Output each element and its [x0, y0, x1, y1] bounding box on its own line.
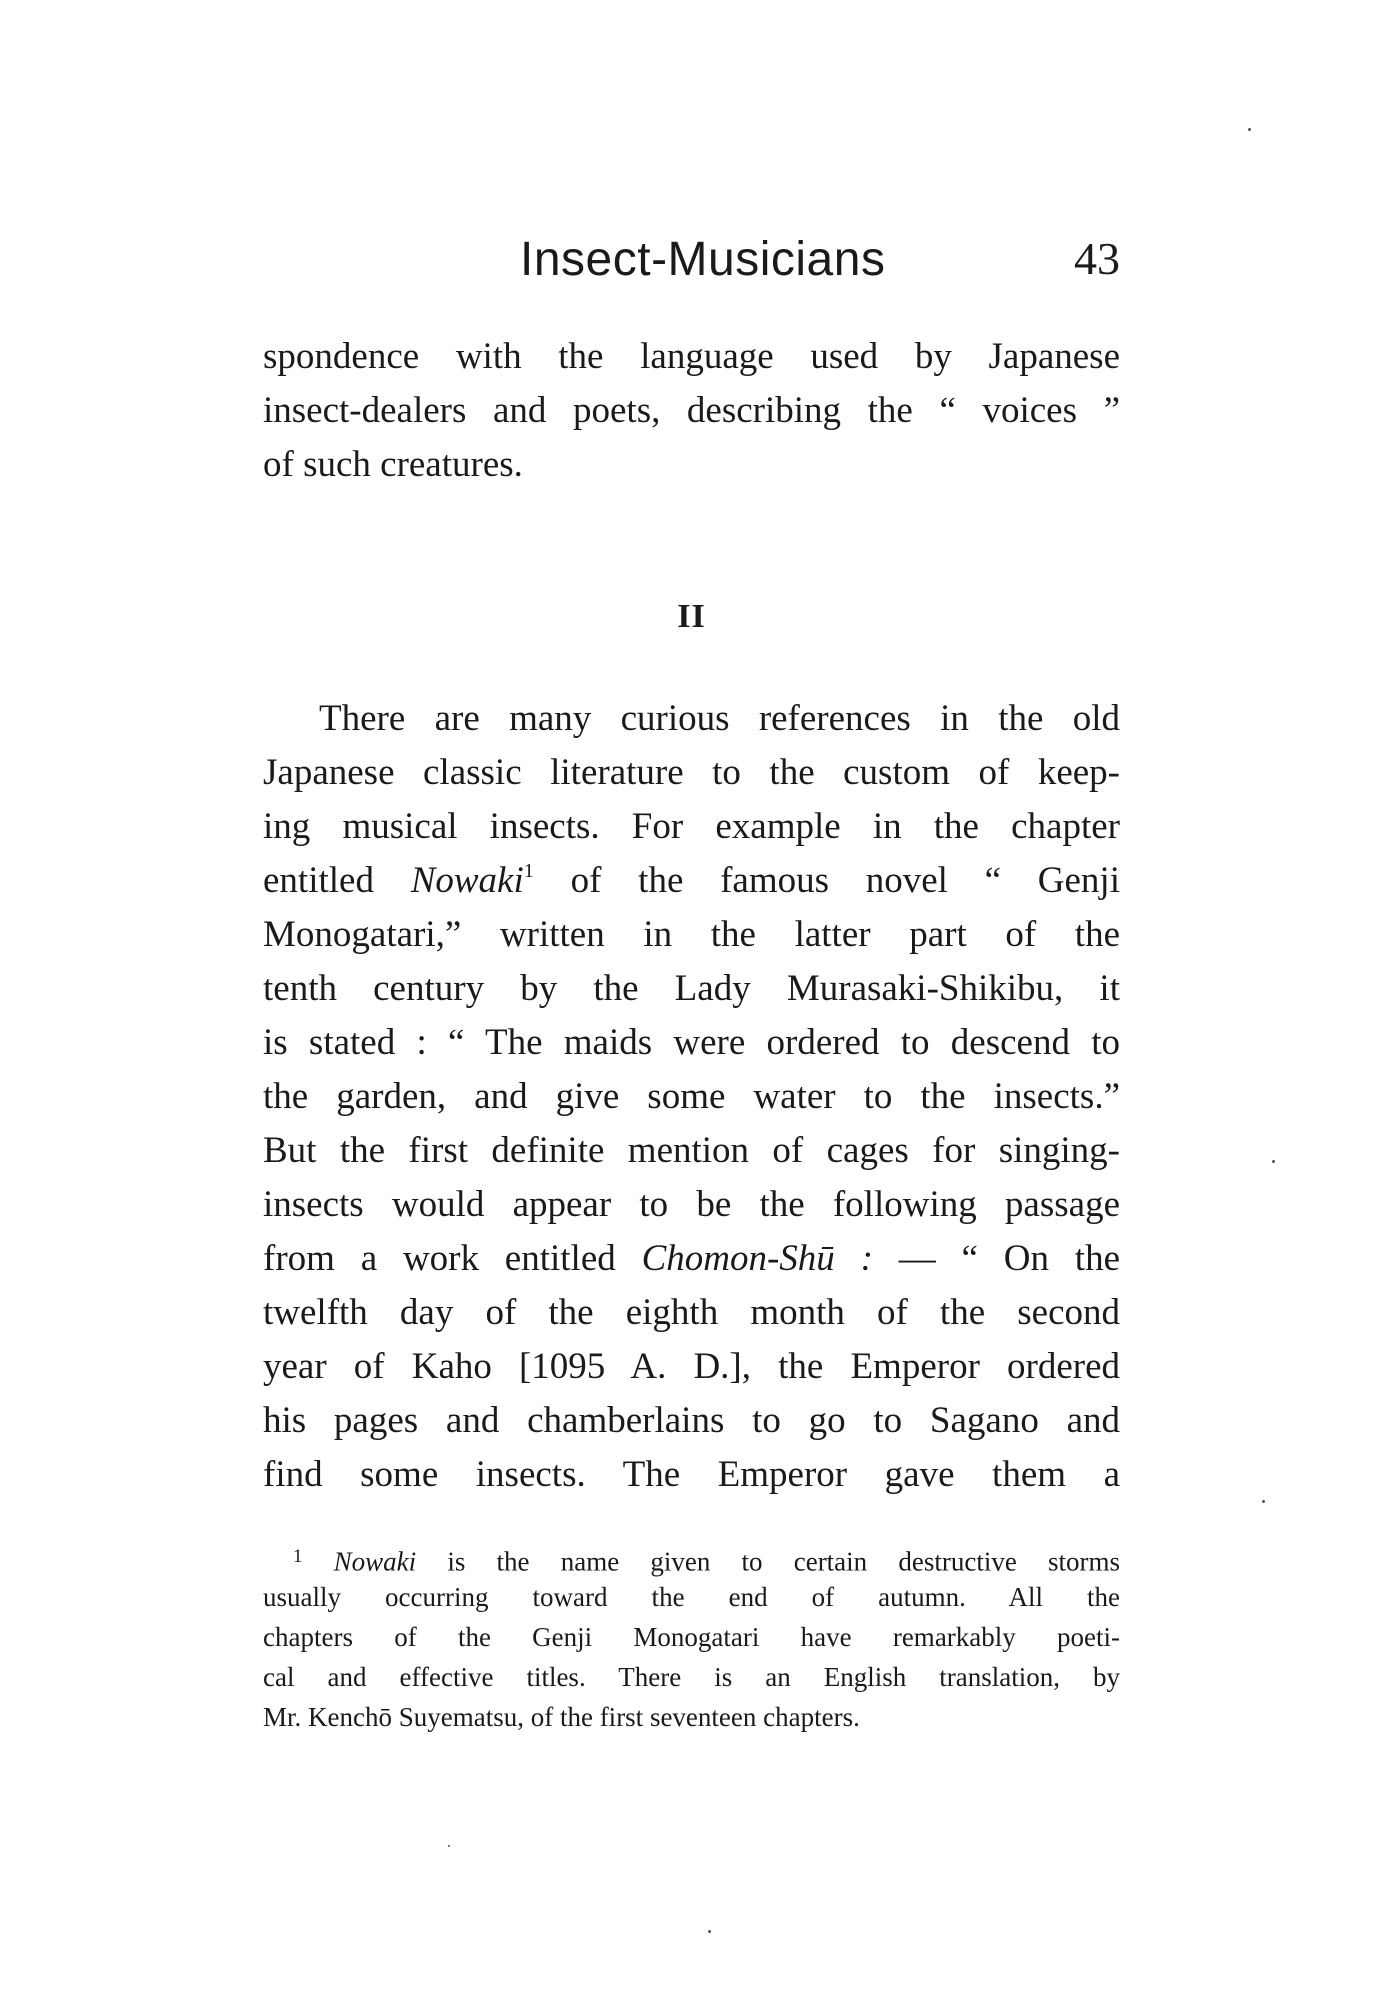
footnote-term: Nowaki — [333, 1546, 417, 1577]
text-fragment: entitled — [263, 860, 374, 901]
text-line: Japanese classic literature to the custom of keep- — [263, 752, 1120, 793]
text-line: ing musical insects. For example in the chapter — [263, 806, 1120, 847]
text-line: tenth century by the Lady Murasaki-Shikibu, it — [263, 968, 1120, 1009]
footnote-line: Mr. Kenchō Suyematsu, of the first seventeen chapters. — [263, 1702, 860, 1732]
text-fragment: of the famous novel “ Genji — [570, 860, 1120, 901]
running-title: Insect-Musicians — [520, 233, 886, 286]
text-line: twelfth day of the eighth month of the second — [263, 1292, 1120, 1333]
text-line: is stated : “ The maids were ordered to descend to — [263, 1022, 1120, 1063]
text-line: insect-dealers and poets, describing the “ voices ” — [263, 390, 1120, 431]
italic-title: Nowaki — [410, 860, 524, 901]
text-line-with-italic — [263, 1232, 1120, 1286]
text-line: of such creatures. — [263, 444, 523, 485]
text-line: year of Kaho [1095 A. D.], the Emperor ordered — [263, 1346, 1120, 1387]
scan-speck — [1248, 128, 1251, 131]
footnote-marker: 1 — [293, 1546, 303, 1567]
text-line-with-reference — [263, 854, 1120, 908]
section-heading: II — [677, 598, 706, 635]
footnote-text: is the name given to certain destructive storms — [447, 1546, 1121, 1577]
text-line: Monogatari,” written in the latter part of the — [263, 914, 1120, 955]
footnote-line — [263, 1537, 1120, 1577]
paragraph-section-two — [263, 692, 1120, 1502]
footnote — [263, 1537, 1120, 1737]
footnote-reference: 1 — [523, 859, 534, 882]
scan-speck — [1272, 1160, 1275, 1163]
scan-speck — [1262, 1500, 1265, 1503]
text-line: his pages and chamberlains to go to Sagano and — [263, 1400, 1120, 1441]
scan-speck — [708, 1930, 711, 1933]
text-line: spondence with the language used by Japanese — [263, 336, 1120, 377]
text-fragment: — “ On the — [898, 1238, 1121, 1279]
paragraph-continuation — [263, 330, 1120, 492]
text-line: the garden, and give some water to the insects.” — [263, 1076, 1120, 1117]
page-number: 43 — [1074, 233, 1120, 284]
italic-title: Chomon-Shū : — [641, 1238, 873, 1279]
scan-speck — [448, 1845, 450, 1847]
footnote-line: chapters of the Genji Monogatari have remarkably poeti- — [263, 1622, 1120, 1652]
text-line: But the first definite mention of cages for singing- — [263, 1130, 1120, 1171]
text-line: insects would appear to be the following passage — [263, 1184, 1120, 1225]
footnote-line: usually occurring toward the end of autumn. All the — [263, 1582, 1120, 1612]
running-head — [520, 232, 1120, 302]
text-line: There are many curious references in the old — [319, 698, 1120, 739]
text-fragment: from a work entitled — [263, 1238, 616, 1279]
text-line: find some insects. The Emperor gave them a — [263, 1454, 1120, 1495]
footnote-line: cal and effective titles. There is an English translation, by — [263, 1662, 1120, 1692]
